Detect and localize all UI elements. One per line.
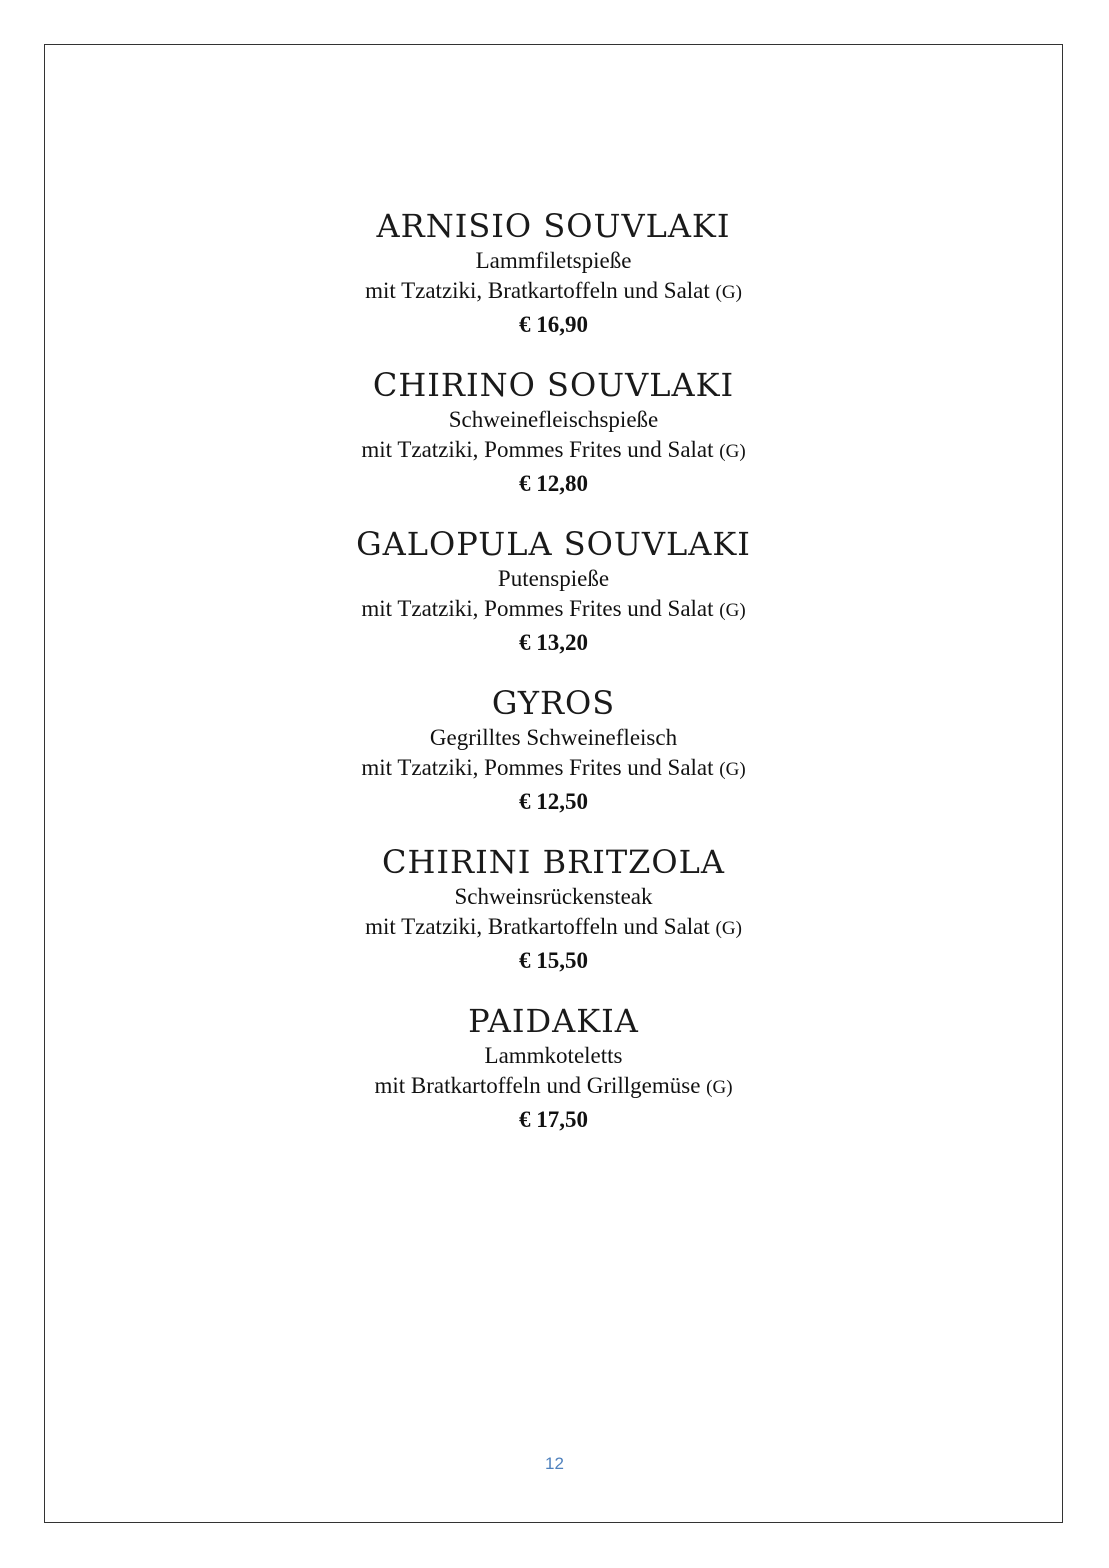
dish-subtitle: Lammfiletspieße	[475, 248, 632, 273]
dish-description-text: mit Bratkartoffeln und Grillgemüse	[374, 1073, 701, 1098]
dish-price: € 16,90	[519, 312, 588, 337]
dish-price: € 13,20	[519, 630, 588, 655]
dish-description	[44, 594, 1063, 626]
page-number: 12	[545, 1454, 564, 1473]
menu-list	[44, 206, 1063, 1160]
dish-item	[44, 524, 1063, 660]
dish-subtitle: Gegrilltes Schweinefleisch	[429, 725, 678, 750]
dish-item	[44, 365, 1063, 501]
dish-price: € 12,50	[519, 789, 588, 814]
dish-description-text: mit Tzatziki, Pommes Frites und Salat	[361, 596, 714, 621]
dish-subtitle: Lammkoteletts	[484, 1043, 623, 1068]
dish-price: € 12,80	[519, 471, 588, 496]
dish-subtitle: Schweinefleischspieße	[448, 407, 659, 432]
dish-item	[44, 206, 1063, 342]
allergen-code: (G)	[719, 759, 746, 780]
dish-price: € 17,50	[519, 1107, 588, 1132]
allergen-code: (G)	[715, 918, 742, 939]
dish-description-text: mit Tzatziki, Bratkartoffeln und Salat	[365, 278, 710, 303]
allergen-code: (G)	[706, 1077, 733, 1098]
dish-price: € 15,50	[519, 948, 588, 973]
dish-name: CHIRINI BRITZOLA	[382, 843, 725, 881]
dish-description-text: mit Tzatziki, Bratkartoffeln und Salat	[365, 914, 710, 939]
dish-item	[44, 842, 1063, 978]
dish-description-text: mit Tzatziki, Pommes Frites und Salat	[361, 755, 714, 780]
dish-name: GYROS	[491, 684, 616, 722]
allergen-code: (G)	[719, 441, 746, 462]
allergen-code: (G)	[719, 600, 746, 621]
dish-subtitle: Putenspieße	[497, 566, 610, 591]
dish-description	[44, 912, 1063, 944]
dish-name: PAIDAKIA	[468, 1002, 639, 1040]
dish-item	[44, 683, 1063, 819]
dish-name: CHIRINO SOUVLAKI	[372, 366, 735, 404]
dish-description	[44, 276, 1063, 308]
dish-subtitle: Schweinsrückensteak	[454, 884, 653, 909]
dish-description	[44, 1071, 1063, 1103]
dish-name: GALOPULA SOUVLAKI	[356, 525, 751, 563]
allergen-code: (G)	[715, 282, 742, 303]
dish-description-text: mit Tzatziki, Pommes Frites und Salat	[361, 437, 714, 462]
dish-item	[44, 1001, 1063, 1137]
dish-name: ARNISIO SOUVLAKI	[376, 207, 731, 245]
dish-description	[44, 753, 1063, 785]
dish-description	[44, 435, 1063, 467]
